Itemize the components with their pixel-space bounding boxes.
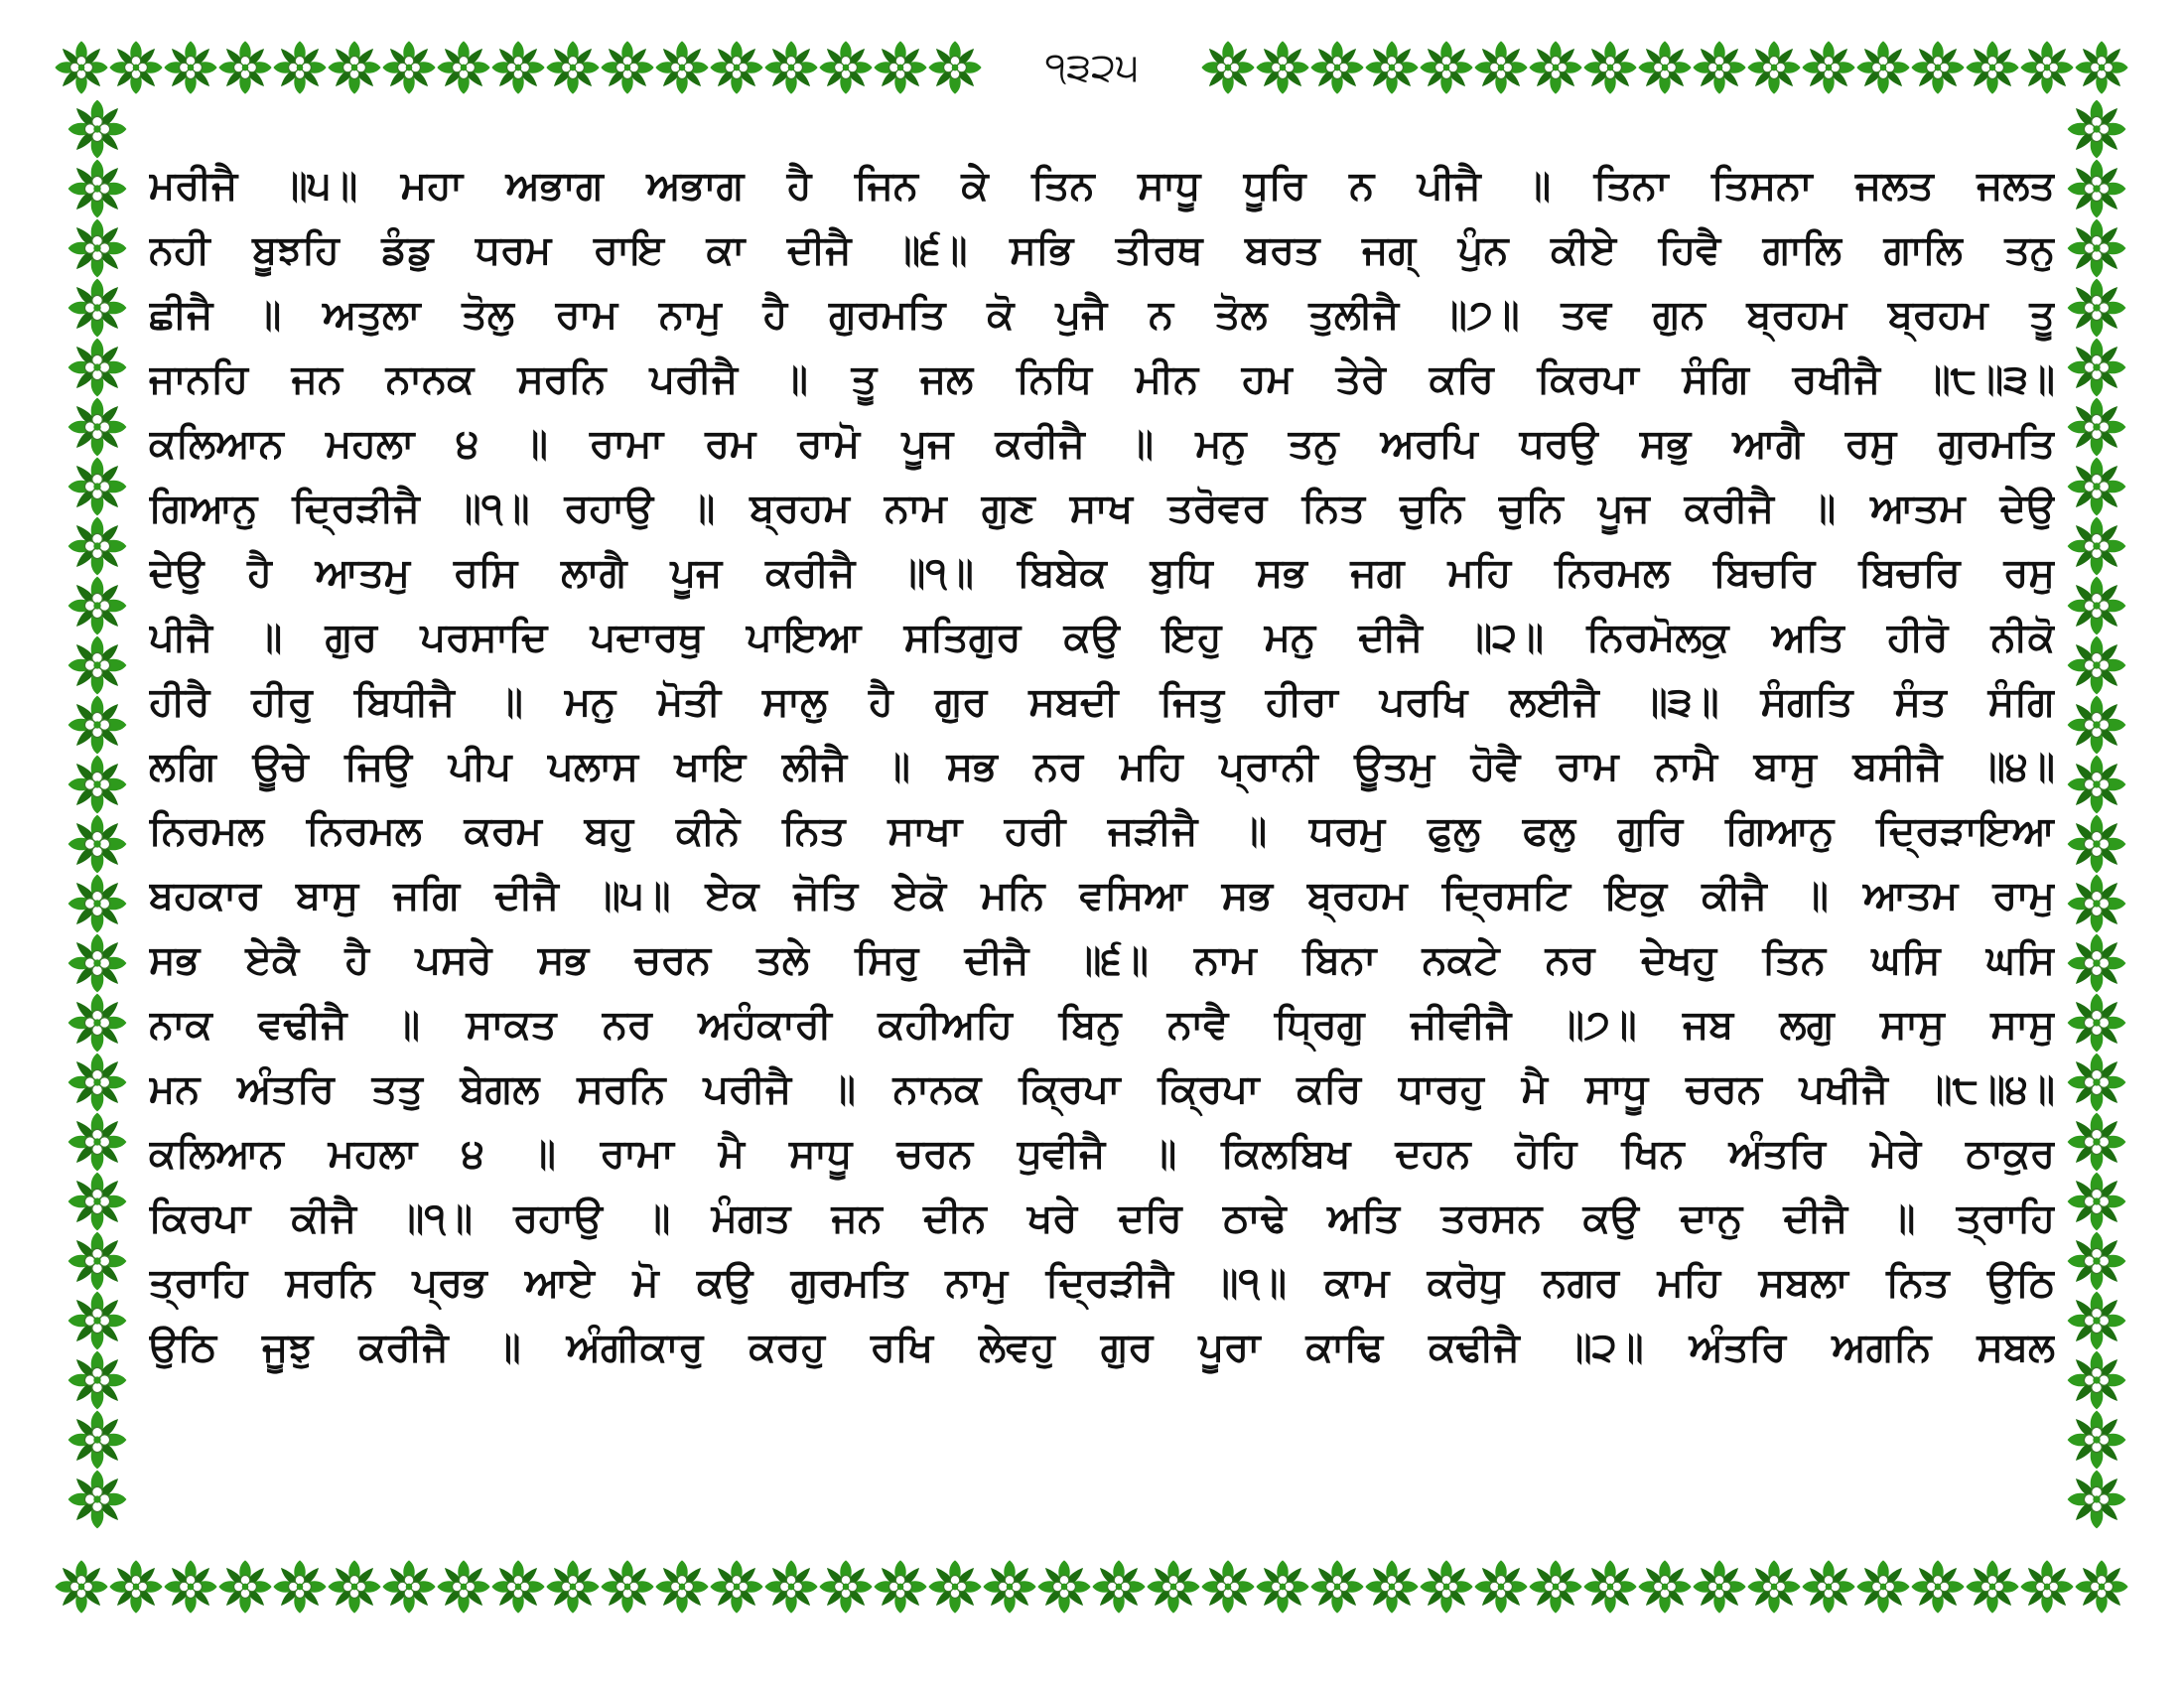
flower-vine-icon	[1966, 41, 2018, 93]
flower-vine-icon	[491, 1560, 544, 1613]
flower-vine-icon	[2068, 756, 2126, 814]
flower-vine-icon	[164, 1560, 216, 1613]
text-line: ਕਲਿਆਨ ਮਹਲਾ ੪ ॥ ਰਾਮਾ ਮੈ ਸਾਧੂ ਚਰਨ ਧੁਵੀਜੈ ॥ ਕਿਲਬਿਖ ਦਹਨ ਹੋਹਿ ਖਿਨ ਅੰਤਰਿ ਮੇਰੇ ਠਾਕੁਰ	[149, 1131, 2055, 1177]
flower-vine-icon	[273, 41, 326, 93]
flower-vine-icon	[68, 339, 127, 397]
flower-vine-icon	[2068, 875, 2126, 933]
flower-vine-icon	[1856, 41, 1909, 93]
flower-vine-icon	[1856, 1560, 1909, 1613]
flower-vine-icon	[68, 398, 127, 457]
flower-vine-icon	[68, 577, 127, 635]
flower-vine-icon	[1529, 1560, 1581, 1613]
text-line: ਦੇਉ ਹੈ ਆਤਮੁ ਰਸਿ ਲਾਗੈ ਪੂਜ ਕਰੀਜੈ ॥੧॥ ਬਿਬੇਕ ਬੁਧਿ ਸਭ ਜਗ ਮਹਿ ਨਿਰਮਲ ਬਿਚਰਿ ਬਿਚਰਿ ਰਸੁ	[149, 550, 2055, 596]
flower-vine-icon	[68, 517, 127, 576]
flower-vine-icon	[2068, 577, 2126, 635]
flower-vine-icon	[1529, 41, 1581, 93]
flower-vine-icon	[928, 1560, 981, 1613]
flower-vine-icon	[2068, 517, 2126, 576]
flower-vine-icon	[491, 41, 544, 93]
flower-vine-icon	[1256, 1560, 1308, 1613]
flower-vine-icon	[2068, 696, 2126, 755]
flower-vine-icon	[55, 1560, 107, 1613]
flower-vine-icon	[2068, 458, 2126, 516]
flower-vine-icon	[1911, 1560, 1964, 1613]
flower-vine-icon	[1365, 41, 1418, 93]
flower-vine-icon	[2068, 279, 2126, 338]
flower-vine-icon	[1256, 41, 1308, 93]
flower-vine-icon	[109, 41, 162, 93]
flower-vine-icon	[1693, 1560, 1745, 1613]
text-line: ਗਿਆਨੁ ਦ੍ਰਿੜੀਜੈ ॥੧॥ ਰਹਾਉ ॥ ਬ੍ਰਹਮ ਨਾਮ ਗੁਣ ਸਾਖ ਤਰੋਵਰ ਨਿਤ ਚੁਨਿ ਚੁਨਿ ਪੂਜ ਕਰੀਜੈ ॥ ਆਤਮ ਦੇਉ	[149, 486, 2055, 531]
flower-vine-icon	[218, 41, 271, 93]
flower-vine-icon	[928, 41, 981, 93]
flower-vine-icon	[68, 875, 127, 933]
flower-vine-icon	[68, 219, 127, 278]
flower-vine-icon	[1420, 41, 1472, 93]
flower-vine-icon	[2020, 1560, 2073, 1613]
flower-vine-icon	[2068, 1054, 2126, 1112]
flower-vine-icon	[1747, 1560, 1800, 1613]
flower-vine-icon	[2068, 934, 2126, 993]
flower-vine-icon	[68, 1173, 127, 1231]
text-body	[149, 154, 2055, 1380]
flower-vine-icon	[655, 41, 708, 93]
flower-vine-icon	[68, 1292, 127, 1350]
flower-vine-icon	[710, 41, 762, 93]
flower-vine-icon	[764, 1560, 817, 1613]
flower-vine-icon	[382, 41, 435, 93]
flower-vine-icon	[68, 1054, 127, 1112]
flower-vine-icon	[68, 934, 127, 993]
text-line: ਹੀਰੈ ਹੀਰੁ ਬਿਧੀਜੈ ॥ ਮਨੁ ਮੋਤੀ ਸਾਲੁ ਹੈ ਗੁਰ ਸਬਦੀ ਜਿਤੁ ਹੀਰਾ ਪਰਖਿ ਲਈਜੈ ॥੩॥ ਸੰਗਤਿ ਸੰਤ ਸੰਗਿ	[149, 679, 2055, 725]
flower-vine-icon	[1420, 1560, 1472, 1613]
flower-vine-icon	[874, 1560, 926, 1613]
flower-vine-icon	[710, 1560, 762, 1613]
flower-vine-icon	[1092, 1560, 1145, 1613]
flower-vine-icon	[109, 1560, 162, 1613]
flower-vine-icon	[68, 458, 127, 516]
flower-vine-icon	[55, 41, 107, 93]
flower-vine-icon	[1693, 41, 1745, 93]
flower-vine-icon	[546, 1560, 599, 1613]
flower-vine-icon	[1201, 1560, 1254, 1613]
border-bottom-row	[55, 1560, 2127, 1613]
flower-vine-icon	[1474, 1560, 1527, 1613]
text-line: ਨਿਰਮਲ ਨਿਰਮਲ ਕਰਮ ਬਹੁ ਕੀਨੇ ਨਿਤ ਸਾਖਾ ਹਰੀ ਜੜੀਜੈ ॥ ਧਰਮੁ ਫੁਲੁ ਫਲੁ ਗੁਰਿ ਗਿਆਨੁ ਦ੍ਰਿੜਾਇਆ	[149, 808, 2055, 854]
flower-vine-icon	[68, 696, 127, 755]
flower-vine-icon	[68, 994, 127, 1053]
flower-vine-icon	[437, 1560, 489, 1613]
flower-vine-icon	[68, 1471, 127, 1529]
text-line: ਬਹਕਾਰ ਬਾਸੁ ਜਗਿ ਦੀਜੈ ॥੫॥ ਏਕ ਜੋਤਿ ਏਕੋ ਮਨਿ ਵਸਿਆ ਸਭ ਬ੍ਰਹਮ ਦ੍ਰਿਸਟਿ ਇਕੁ ਕੀਜੈ ॥ ਆਤਮ ਰਾਮੁ	[149, 873, 2055, 918]
flower-vine-icon	[68, 815, 127, 874]
flower-vine-icon	[218, 1560, 271, 1613]
flower-vine-icon	[983, 1560, 1035, 1613]
flower-vine-icon	[437, 41, 489, 93]
flower-vine-icon	[1747, 41, 1800, 93]
flower-vine-icon	[546, 41, 599, 93]
text-line: ਲਗਿ ਊਚੇ ਜਿਉ ਪੀਪ ਪਲਾਸ ਖਾਇ ਲੀਜੈ ॥ ਸਭ ਨਰ ਮਹਿ ਪ੍ਰਾਨੀ ਊਤਮੁ ਹੋਵੈ ਰਾਮ ਨਾਮੈ ਬਾਸੁ ਬਸੀਜੈ ॥੪॥	[149, 744, 2055, 789]
flower-vine-icon	[2068, 339, 2126, 397]
flower-vine-icon	[874, 41, 926, 93]
flower-vine-icon	[1802, 41, 1854, 93]
flower-vine-icon	[1638, 41, 1691, 93]
text-line: ਮਰੀਜੈ ॥੫॥ ਮਹਾ ਅਭਾਗ ਅਭਾਗ ਹੈ ਜਿਨ ਕੇ ਤਿਨ ਸਾਧੂ ਧੂਰਿ ਨ ਪੀਜੈ ॥ ਤਿਨਾ ਤਿਸਨਾ ਜਲਤ ਜਲਤ	[149, 163, 2055, 209]
flower-vine-icon	[68, 1351, 127, 1410]
border-left-column	[68, 100, 127, 1529]
flower-vine-icon	[68, 636, 127, 695]
border-right-column	[2068, 100, 2126, 1529]
flower-vine-icon	[1310, 1560, 1363, 1613]
flower-vine-icon	[1802, 1560, 1854, 1613]
flower-vine-icon	[1147, 1560, 1199, 1613]
flower-vine-icon	[328, 1560, 380, 1613]
flower-vine-icon	[1310, 41, 1363, 93]
flower-vine-icon	[2068, 1113, 2126, 1172]
flower-vine-icon	[164, 41, 216, 93]
flower-vine-icon	[2075, 41, 2127, 93]
text-line: ਨਹੀ ਬੂਝਹਿ ਡੰਡੁ ਧਰਮ ਰਾਇ ਕਾ ਦੀਜੈ ॥੬॥ ਸਭਿ ਤੀਰਥ ਬਰਤ ਜਗ੍ ਪੁੰਨ ਕੀਏ ਹਿਵੈ ਗਾਲਿ ਗਾਲਿ ਤਨੁ	[149, 227, 2055, 273]
flower-vine-icon	[68, 1232, 127, 1291]
flower-vine-icon	[68, 756, 127, 814]
text-line: ਨਾਕ ਵਢੀਜੈ ॥ ਸਾਕਤ ਨਰ ਅਹੰਕਾਰੀ ਕਹੀਅਹਿ ਬਿਨੁ ਨਾਵੈ ਧ੍ਰਿਗੁ ਜੀਵੀਜੈ ॥੭॥ ਜਬ ਲਗੁ ਸਾਸੁ ਸਾਸੁ	[149, 1002, 2055, 1048]
flower-vine-icon	[1037, 1560, 1090, 1613]
text-line: ਛੀਜੈ ॥ ਅਤੁਲਾ ਤੋਲੁ ਰਾਮ ਨਾਮੁ ਹੈ ਗੁਰਮਤਿ ਕੋ ਪੁਜੈ ਨ ਤੋਲ ਤੁਲੀਜੈ ॥੭॥ ਤਵ ਗੁਨ ਬ੍ਰਹਮ ਬ੍ਰਹਮ ਤੂ	[149, 292, 2055, 338]
flower-vine-icon	[2068, 1351, 2126, 1410]
flower-vine-icon	[764, 41, 817, 93]
flower-vine-icon	[2068, 100, 2126, 159]
text-line: ਕਲਿਆਨ ਮਹਲਾ ੪ ॥ ਰਾਮਾ ਰਮ ਰਾਮੋ ਪੂਜ ਕਰੀਜੈ ॥ ਮਨੁ ਤਨੁ ਅਰਪਿ ਧਰਉ ਸਭੁ ਆਗੈ ਰਸੁ ਗੁਰਮਤਿ	[149, 421, 2055, 467]
flower-vine-icon	[68, 1411, 127, 1470]
flower-vine-icon	[655, 1560, 708, 1613]
flower-vine-icon	[68, 279, 127, 338]
flower-vine-icon	[1583, 41, 1636, 93]
flower-vine-icon	[2068, 1471, 2126, 1529]
flower-vine-icon	[2068, 994, 2126, 1053]
flower-vine-icon	[601, 1560, 653, 1613]
flower-vine-icon	[601, 41, 653, 93]
page-number: ੧੩੨੫	[1005, 38, 1179, 97]
flower-vine-icon	[68, 1113, 127, 1172]
flower-vine-icon	[1474, 41, 1527, 93]
flower-vine-icon	[68, 160, 127, 218]
flower-vine-icon	[2020, 41, 2073, 93]
flower-vine-icon	[68, 100, 127, 159]
text-line: ਪੀਜੈ ॥ ਗੁਰ ਪਰਸਾਦਿ ਪਦਾਰਥੁ ਪਾਇਆ ਸਤਿਗੁਰ ਕਉ ਇਹੁ ਮਨੁ ਦੀਜੈ ॥੨॥ ਨਿਰਮੋਲਕੁ ਅਤਿ ਹੀਰੋ ਨੀਕੋ	[149, 615, 2055, 660]
flower-vine-icon	[328, 41, 380, 93]
flower-vine-icon	[2068, 1232, 2126, 1291]
flower-vine-icon	[2068, 160, 2126, 218]
flower-vine-icon	[1966, 1560, 2018, 1613]
flower-vine-icon	[2068, 1292, 2126, 1350]
flower-vine-icon	[2068, 1411, 2126, 1470]
flower-vine-icon	[1201, 41, 1254, 93]
flower-vine-icon	[2068, 815, 2126, 874]
flower-vine-icon	[382, 1560, 435, 1613]
flower-vine-icon	[2068, 219, 2126, 278]
flower-vine-icon	[1911, 41, 1964, 93]
text-line: ਉਠਿ ਜੂਝੁ ਕਰੀਜੈ ॥ ਅੰਗੀਕਾਰੁ ਕਰਹੁ ਰਖਿ ਲੇਵਹੁ ਗੁਰ ਪੂਰਾ ਕਾਢਿ ਕਢੀਜੈ ॥੨॥ ਅੰਤਰਿ ਅਗਨਿ ਸਬਲ	[149, 1325, 2055, 1370]
text-line: ਤ੍ਰਾਹਿ ਸਰਨਿ ਪ੍ਰਭ ਆਏ ਮੋ ਕਉ ਗੁਰਮਤਿ ਨਾਮੁ ਦ੍ਰਿੜੀਜੈ ॥੧॥ ਕਾਮ ਕਰੋਧੁ ਨਗਰ ਮਹਿ ਸਬਲਾ ਨਿਤ ਉਠਿ	[149, 1260, 2055, 1306]
flower-vine-icon	[2068, 636, 2126, 695]
flower-vine-icon	[1638, 1560, 1691, 1613]
flower-vine-icon	[273, 1560, 326, 1613]
flower-vine-icon	[2075, 1560, 2127, 1613]
flower-vine-icon	[1365, 1560, 1418, 1613]
text-line: ਸਭ ਏਕੈ ਹੈ ਪਸਰੇ ਸਭ ਚਰਨ ਤਲੇ ਸਿਰੁ ਦੀਜੈ ॥੬॥ ਨਾਮ ਬਿਨਾ ਨਕਟੇ ਨਰ ਦੇਖਹੁ ਤਿਨ ਘਸਿ ਘਸਿ	[149, 937, 2055, 983]
text-line: ਕਿਰਪਾ ਕੀਜੈ ॥੧॥ ਰਹਾਉ ॥ ਮੰਗਤ ਜਨ ਦੀਨ ਖਰੇ ਦਰਿ ਠਾਢੇ ਅਤਿ ਤਰਸਨ ਕਉ ਦਾਨੁ ਦੀਜੈ ॥ ਤ੍ਰਾਹਿ	[149, 1196, 2055, 1241]
text-line: ਮਨ ਅੰਤਰਿ ਤਤੁ ਬੇਗਲ ਸਰਨਿ ਪਰੀਜੈ ॥ ਨਾਨਕ ਕ੍ਰਿਪਾ ਕ੍ਰਿਪਾ ਕਰਿ ਧਾਰਹੁ ਮੈ ਸਾਧੂ ਚਰਨ ਪਖੀਜੈ ॥੮॥੪॥	[149, 1066, 2055, 1112]
flower-vine-icon	[2068, 398, 2126, 457]
flower-vine-icon	[819, 41, 872, 93]
flower-vine-icon	[1583, 1560, 1636, 1613]
flower-vine-icon	[819, 1560, 872, 1613]
text-line: ਜਾਨਹਿ ਜਨ ਨਾਨਕ ਸਰਨਿ ਪਰੀਜੈ ॥ ਤੂ ਜਲ ਨਿਧਿ ਮੀਨ ਹਮ ਤੇਰੇ ਕਰਿ ਕਿਰਪਾ ਸੰਗਿ ਰਖੀਜੈ ॥੮॥੩॥	[149, 356, 2055, 402]
flower-vine-icon	[2068, 1173, 2126, 1231]
